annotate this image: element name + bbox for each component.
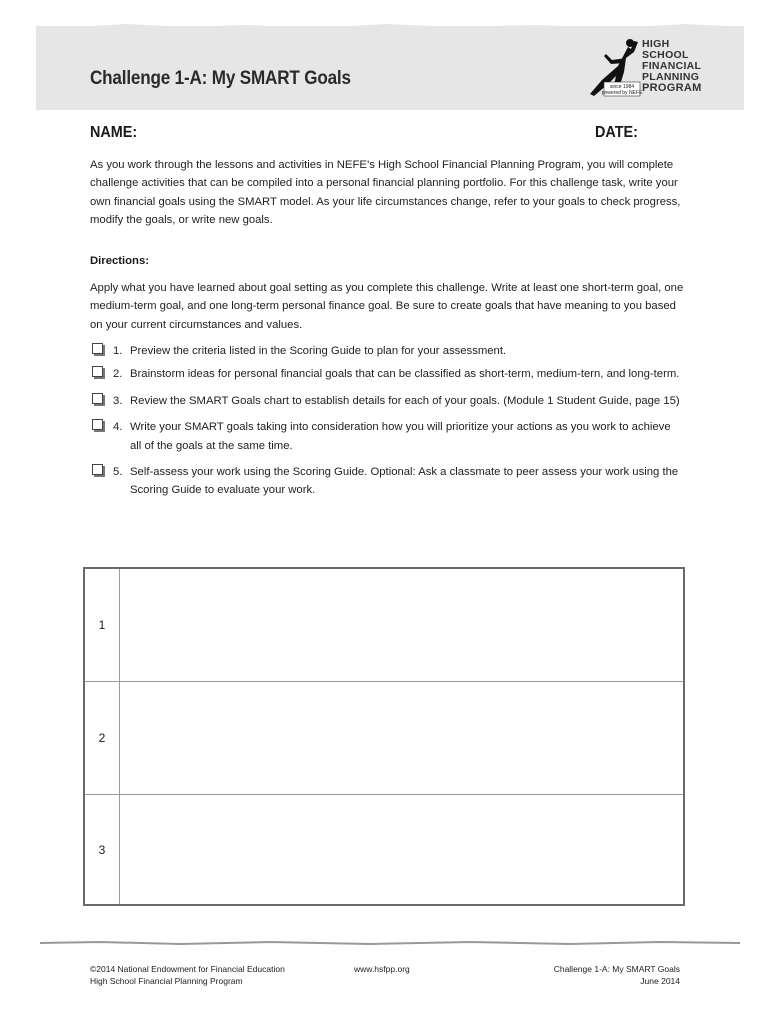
goals-table <box>83 567 685 906</box>
logo-line-3: FINANCIAL <box>642 60 702 72</box>
step-number: 4. <box>113 421 123 434</box>
steps-list <box>92 342 682 500</box>
directions-paragraph: Apply what you have learned about goal setting as you complete this challenge. Write at least one short-term goal, one medium-term goal, and one long-term personal finance goal. Be sure to create goals that have meaning to you based on your current circumstances and values. <box>90 282 684 331</box>
step-item <box>92 342 682 360</box>
step-item <box>92 392 682 410</box>
logo-line-2: SCHOOL <box>642 49 689 61</box>
goal-row-number: 3 <box>85 795 120 904</box>
step-number: 2. <box>113 368 123 381</box>
step-item <box>92 365 682 383</box>
logo-line-4: PLANNING <box>642 71 700 83</box>
logo-line-5: PROGRAM <box>642 82 702 94</box>
logo-wordmark <box>642 39 702 94</box>
step-item <box>92 463 682 500</box>
goal-row-number: 1 <box>85 569 120 681</box>
table-row <box>85 569 683 682</box>
step-text: Review the SMART Goals chart to establish details for each of your goals. (Module 1 Student Guide, page 15) <box>130 394 680 407</box>
directions-heading: Directions: <box>90 255 150 267</box>
checkbox-icon[interactable] <box>92 343 103 354</box>
logo-line-1: HIGH <box>642 38 670 50</box>
footer-document-info <box>480 963 680 987</box>
step-text: Self-assess your work using the Scoring Guide. Optional: Ask a classmate to peer assess your work using the Scoring Guide to evaluate your work. <box>130 466 679 497</box>
banner-torn-edge <box>36 22 744 30</box>
step-item <box>92 418 682 455</box>
footer-divider <box>40 940 740 946</box>
footer-copyright <box>90 963 285 987</box>
intro-paragraph: As you work through the lessons and activities in NEFE’s High School Financial Planning Program, you will complete challenge activities that can be compiled into a personal financial planning portfolio. For this challenge task, write your own financial goals using the SMART model. As your life circumstances change, refer to your goals to check progress, modify the goals, or write new goals. <box>90 159 681 227</box>
checkbox-icon[interactable] <box>92 419 103 430</box>
goal-entry-cell[interactable] <box>121 569 683 681</box>
table-row <box>85 682 683 795</box>
goal-row-number: 2 <box>85 682 120 794</box>
footer-left-line-2: High School Financial Planning Program <box>90 976 243 986</box>
table-row <box>85 795 683 904</box>
footer-right-line-1: Challenge 1-A: My SMART Goals <box>553 964 680 974</box>
footer-left-line-1: ©2014 National Endowment for Financial Education <box>90 964 285 974</box>
footer-right-line-2: June 2014 <box>640 976 680 986</box>
checkbox-icon[interactable] <box>92 464 103 475</box>
logo-powered: powered by NEFE <box>601 90 643 96</box>
page-title: Challenge 1-A: My SMART Goals <box>90 68 351 89</box>
step-text: Write your SMART goals taking into consideration how you will prioritize your actions as you work to achieve all of the goals at the same time. <box>130 421 671 452</box>
checkbox-icon[interactable] <box>92 393 103 404</box>
step-text: Brainstorm ideas for personal financial goals that can be classified as short-term, medium-tern, and long-term. <box>130 368 680 381</box>
goal-entry-cell[interactable] <box>121 682 683 794</box>
step-text: Preview the criteria listed in the Scoring Guide to plan for your assessment. <box>130 345 507 357</box>
name-field-label: NAME: <box>90 124 138 141</box>
checkbox-icon[interactable] <box>92 366 103 377</box>
step-number: 5. <box>113 466 123 479</box>
step-number: 1. <box>113 345 123 357</box>
goal-entry-cell[interactable] <box>121 795 683 904</box>
step-number: 3. <box>113 394 123 407</box>
logo-since: since 1984 <box>609 84 635 90</box>
date-field-label: DATE: <box>595 124 638 141</box>
footer-website-link[interactable]: www.hsfpp.org <box>354 964 410 974</box>
